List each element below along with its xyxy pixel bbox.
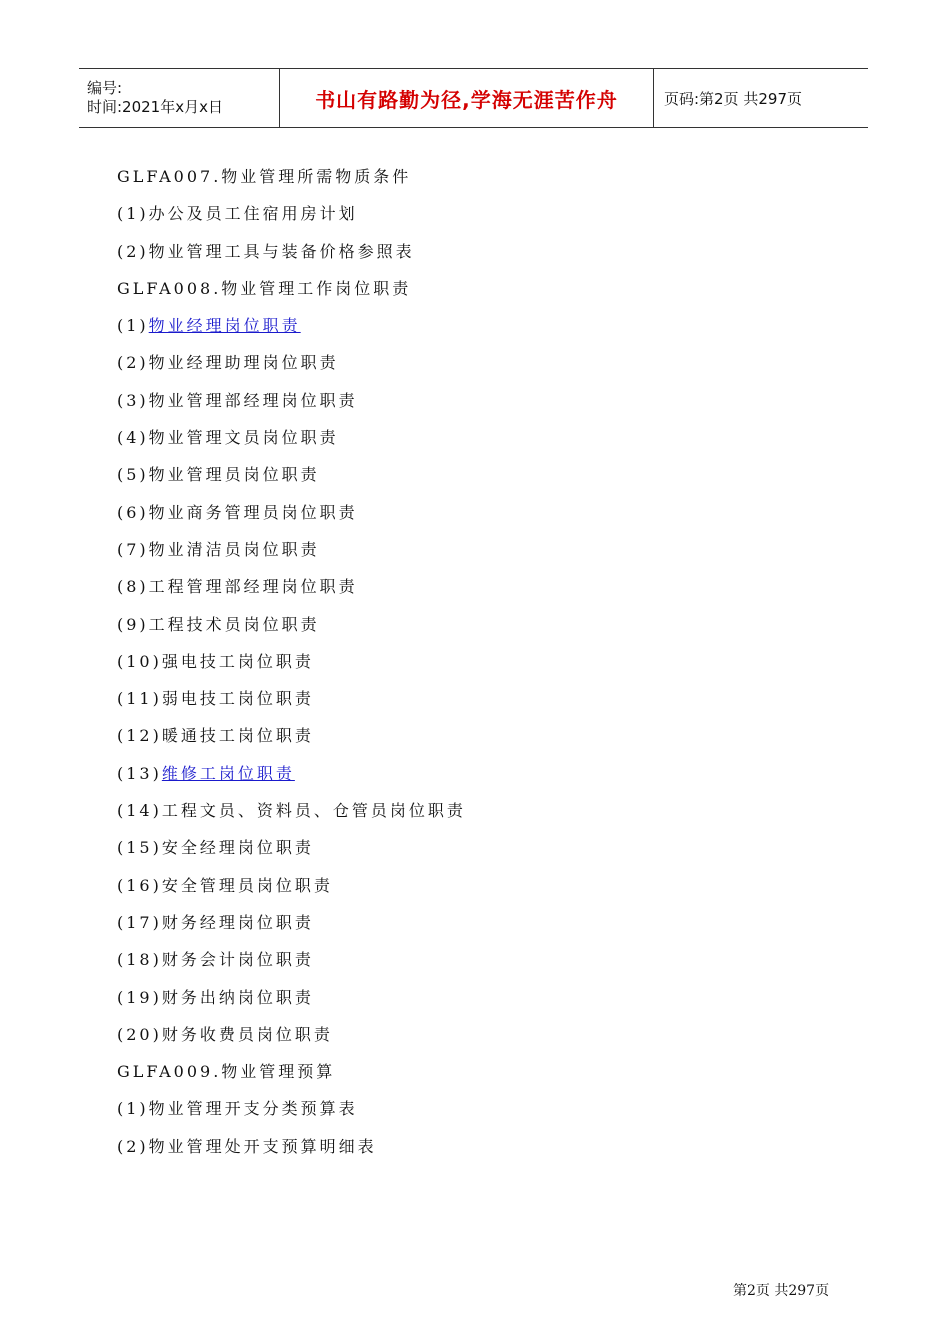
page-label: 页码:第2页 共297页: [664, 89, 802, 108]
list-item: [117, 344, 837, 381]
document-body: [117, 158, 837, 1165]
list-item-prefix: (1): [117, 316, 149, 336]
list-item-text: GLFA007.物业管理所需物质条件: [117, 167, 412, 186]
list-item-link[interactable]: 物业经理岗位职责: [148, 316, 301, 336]
list-item-text: (10)强电技工岗位职责: [117, 651, 314, 671]
list-item: [117, 158, 837, 195]
list-item: [117, 382, 837, 419]
list-item-text: (1)办公及员工住宿用房计划: [117, 204, 358, 224]
list-item[interactable]: [117, 307, 837, 344]
list-item: [117, 195, 837, 232]
list-item-text: (8)工程管理部经理岗位职责: [117, 577, 358, 597]
list-item-text: (2)物业管理处开支预算明细表: [117, 1136, 377, 1156]
list-item-text: (16)安全管理员岗位职责: [117, 875, 333, 895]
list-item-text: (18)财务会计岗位职责: [117, 950, 314, 970]
list-item: [117, 270, 837, 307]
page-header: [79, 68, 868, 128]
list-item: [117, 1053, 837, 1090]
list-item: [117, 643, 837, 680]
list-item-text: (11)弱电技工岗位职责: [117, 689, 314, 709]
list-item-text: (20)财务收费员岗位职责: [117, 1024, 333, 1044]
header-page-cell: [654, 69, 868, 127]
page-footer: 第2页 共297页: [733, 1283, 830, 1299]
list-item: [117, 531, 837, 568]
list-item: [117, 494, 837, 531]
list-item: [117, 1090, 837, 1127]
header-info-cell: [79, 69, 280, 127]
list-item: [117, 792, 837, 829]
list-item: [117, 456, 837, 493]
list-item: [117, 568, 837, 605]
list-item: [117, 904, 837, 941]
list-item[interactable]: [117, 755, 837, 792]
list-item-text: (19)财务出纳岗位职责: [117, 987, 314, 1007]
list-item-text: (7)物业清洁员岗位职责: [117, 539, 320, 559]
list-item: [117, 606, 837, 643]
list-item: [117, 867, 837, 904]
time-label: 时间:2021年x月x日: [87, 98, 223, 116]
list-item-text: (12)暖通技工岗位职责: [117, 726, 314, 746]
list-item: [117, 1128, 837, 1165]
list-item-text: (9)工程技术员岗位职责: [117, 614, 320, 634]
list-item-text: (5)物业管理员岗位职责: [117, 465, 320, 485]
list-item: [117, 829, 837, 866]
list-item: [117, 419, 837, 456]
list-item-text: (14)工程文员、资料员、仓管员岗位职责: [117, 801, 466, 821]
list-item: [117, 941, 837, 978]
list-item-text: GLFA009.物业管理预算: [117, 1062, 336, 1082]
motto-text: 书山有路勤为径,学海无涯苦作舟: [315, 87, 618, 112]
list-item-text: (4)物业管理文员岗位职责: [117, 428, 339, 448]
list-item: [117, 979, 837, 1016]
list-item-prefix: (13): [117, 763, 162, 783]
list-item-text: (1)物业管理开支分类预算表: [117, 1099, 358, 1119]
list-item-text: (2)物业经理助理岗位职责: [117, 353, 339, 373]
list-item: [117, 233, 837, 270]
list-item: [117, 717, 837, 754]
list-item-text: (6)物业商务管理员岗位职责: [117, 502, 358, 522]
list-item-text: (15)安全经理岗位职责: [117, 838, 314, 858]
list-item-link[interactable]: 维修工岗位职责: [161, 763, 295, 783]
list-item: [117, 1016, 837, 1053]
code-label: 编号:: [87, 79, 123, 97]
list-item: [117, 680, 837, 717]
list-item-text: GLFA008.物业管理工作岗位职责: [117, 278, 412, 298]
list-item-text: (17)财务经理岗位职责: [117, 912, 314, 932]
list-item-text: (2)物业管理工具与装备价格参照表: [117, 241, 415, 261]
header-motto-cell: [280, 69, 654, 127]
list-item-text: (3)物业管理部经理岗位职责: [117, 390, 358, 410]
